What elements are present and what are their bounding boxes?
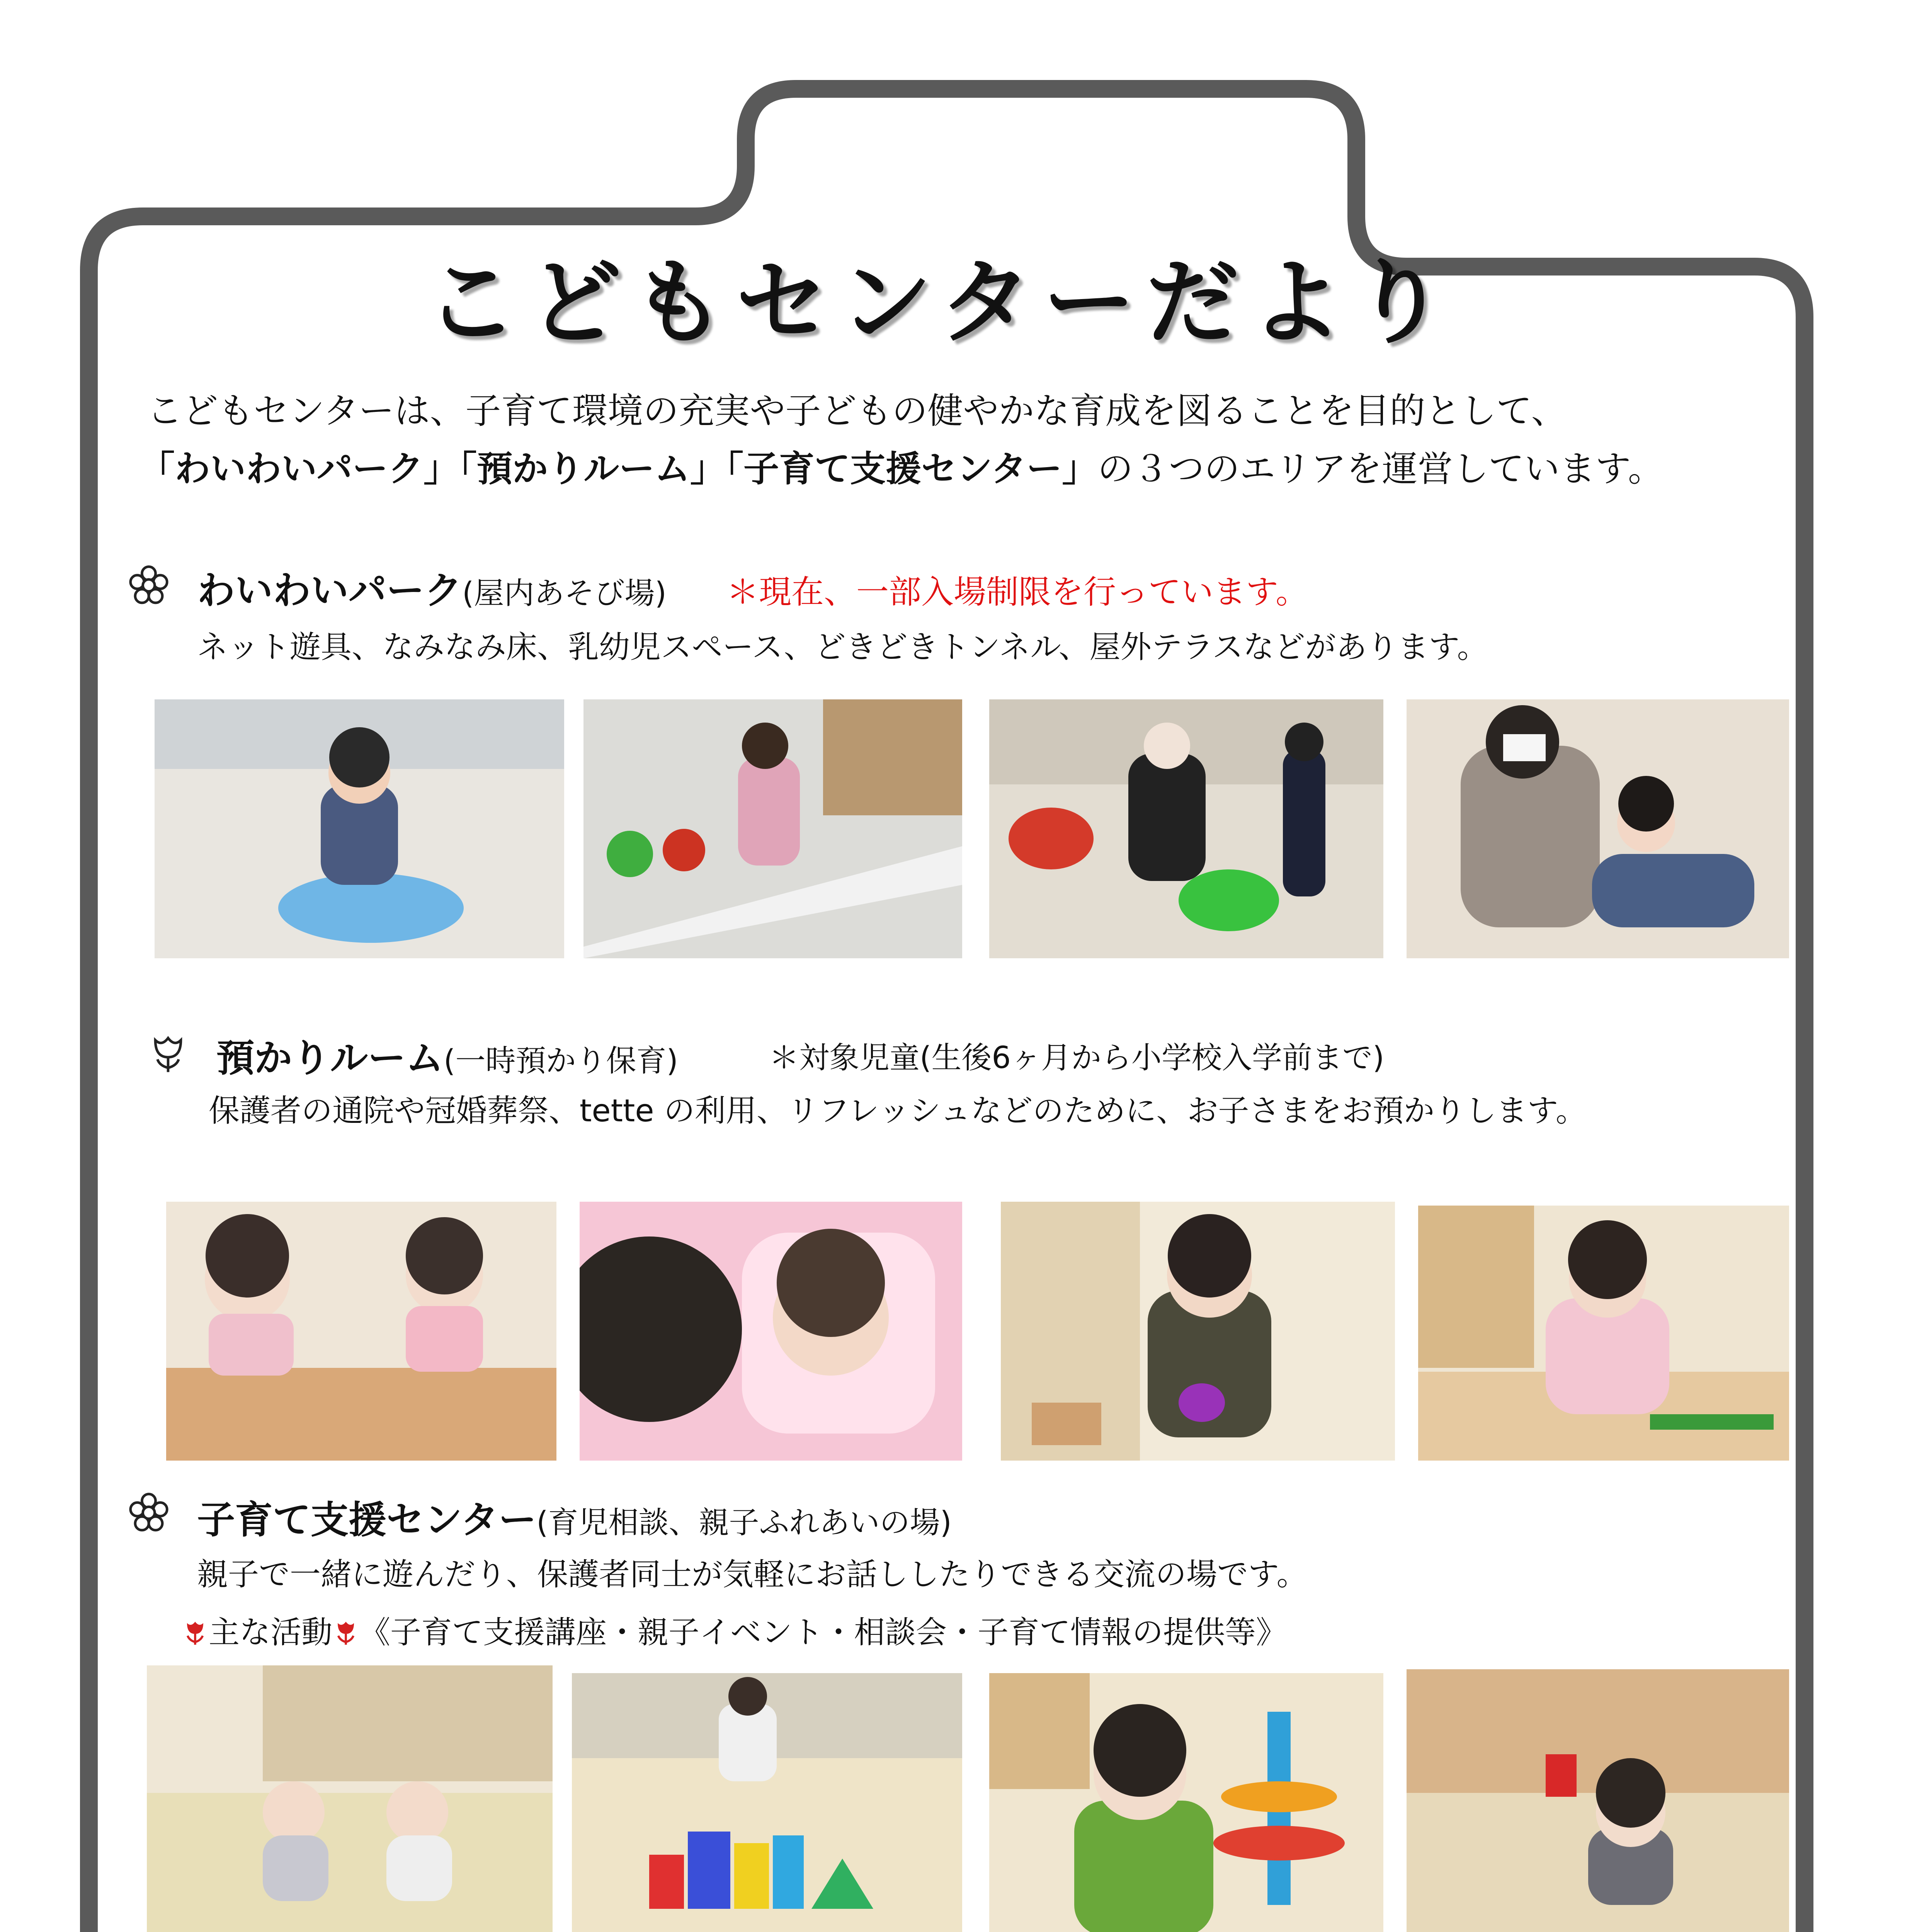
photo-shien-1 <box>147 1665 553 1932</box>
photo-waiwai-1 <box>155 699 564 958</box>
photo-azukari-1 <box>166 1202 556 1461</box>
flower-icon <box>128 1492 170 1534</box>
shien-description: 親子で一緒に遊んだり、保護者同士が気軽にお話ししたりできる交流の場です。 <box>197 1556 1308 1592</box>
photo-azukari-4 <box>1418 1206 1789 1461</box>
photo-shien-4 <box>1407 1669 1789 1932</box>
intro-line-1: こどもセンターは、子育て環境の充実や子どもの健やかな育成を図ることを目的として、 <box>147 390 1567 432</box>
intro-areas: 「わいわいパーク」「預かりルーム」「子育て支援センター」 <box>139 448 1098 490</box>
tulip-red-icon <box>182 1619 209 1646</box>
activities-label: 主な活動 <box>209 1614 332 1650</box>
waiwai-restriction-note: ＊現在、一部入場制限を行っています。 <box>726 573 1308 611</box>
shien-name: 子育て支援センター <box>197 1498 537 1542</box>
page-title: こどもセンターだより <box>425 248 1457 357</box>
activities-list: 《子育て支援講座・親子イベント・相談会・子育て情報の提供等》 <box>359 1614 1287 1650</box>
photo-azukari-3 <box>1001 1202 1395 1461</box>
photo-waiwai-4 <box>1407 699 1789 958</box>
intro-line-2 <box>139 440 1664 492</box>
photo-shien-2 <box>572 1673 962 1932</box>
azukari-target-note: ＊対象児童(生後6ヶ月から小学校入学前まで) <box>769 1041 1385 1075</box>
photo-waiwai-2 <box>583 699 962 958</box>
azukari-name: 預かりルーム <box>216 1036 444 1080</box>
waiwai-name: わいわいパーク <box>197 569 463 613</box>
section-heading-azukari <box>216 1028 678 1082</box>
intro-rest: の３つのエリアを運営しています。 <box>1097 448 1664 490</box>
azukari-description: 保護者の通院や冠婚葬祭、tette の利用、リフレッシュなどのために、お子さまをお預かりします。 <box>209 1093 1587 1129</box>
azukari-sub: (一時預かり保育) <box>444 1044 678 1078</box>
photo-azukari-2 <box>580 1202 962 1461</box>
section-heading-waiwai <box>197 560 667 615</box>
photo-waiwai-3 <box>989 699 1383 958</box>
waiwai-sub: (屋内あそび場) <box>462 576 667 611</box>
tulip-red-icon <box>332 1619 359 1646</box>
tulip-icon <box>147 1032 189 1074</box>
photo-shien-3 <box>989 1673 1383 1932</box>
shien-sub: (育児相談、親子ふれあいの場) <box>536 1505 952 1540</box>
section-heading-shien <box>197 1490 952 1544</box>
waiwai-description: ネット遊具、なみなみ床、乳幼児スペース、どきどきトンネル、屋外テラスなどがあります。 <box>197 629 1488 665</box>
shien-activities <box>182 1607 1287 1652</box>
flower-icon <box>128 564 170 607</box>
